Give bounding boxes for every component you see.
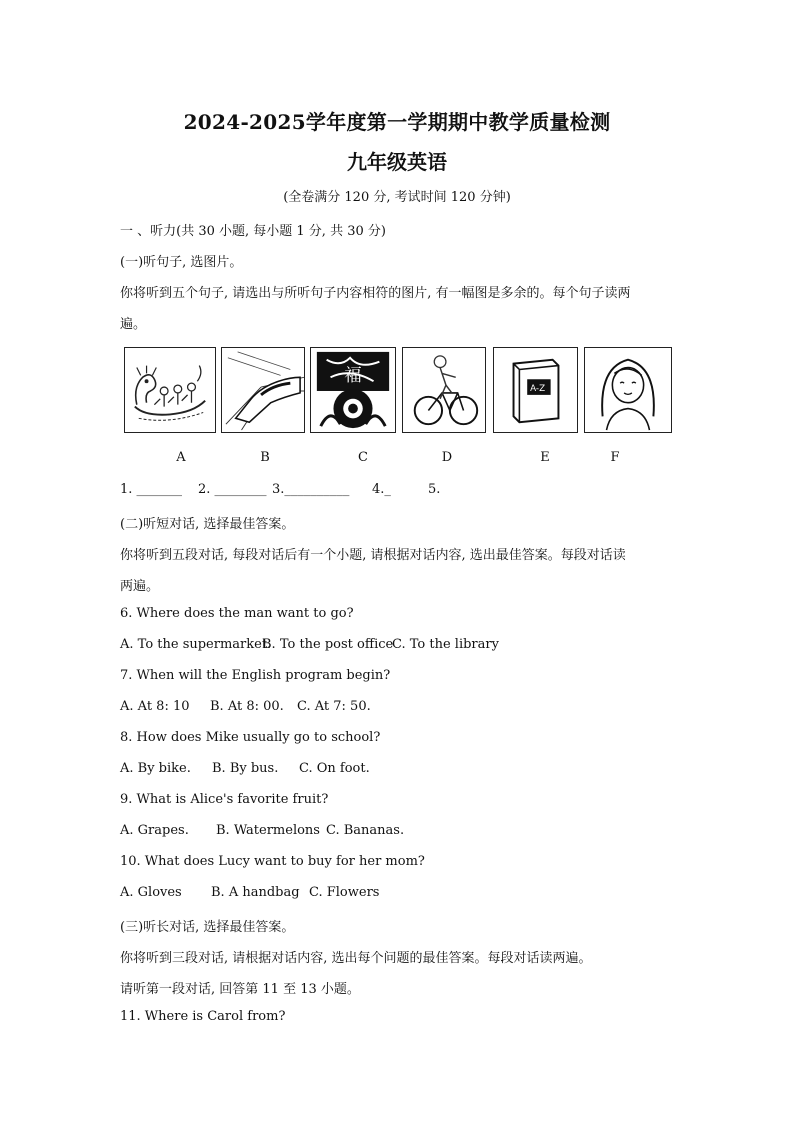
answer-blank-3[interactable]: 3.__________ bbox=[272, 482, 350, 497]
part3-instruction: 你将听到三段对话, 请根据对话内容, 选出每个问题的最佳答案。每段对话读两遍。 bbox=[120, 951, 592, 966]
picture-d bbox=[402, 347, 486, 433]
option-a[interactable]: A. At 8: 10 bbox=[120, 699, 190, 714]
part2-instruction-cont: 两遍。 bbox=[120, 579, 160, 594]
picture-label-d: D bbox=[441, 450, 453, 465]
answer-blank-1[interactable]: 1. _______ bbox=[120, 482, 183, 497]
question-8-options bbox=[120, 761, 370, 776]
question-6-options bbox=[120, 637, 499, 652]
picture-label-e: E bbox=[540, 450, 550, 465]
picture-label-f: F bbox=[610, 450, 620, 465]
option-c[interactable]: C. Bananas. bbox=[326, 823, 405, 838]
picture-label-a: A bbox=[176, 450, 186, 465]
paper-cut-fu-icon bbox=[311, 348, 395, 432]
exam-subtitle: 九年级英语 bbox=[347, 150, 447, 174]
section-heading: 一 、听力(共 30 小题, 每小题 1 分, 共 30 分) bbox=[120, 224, 386, 239]
svg-text:福: 福 bbox=[344, 366, 362, 387]
dictionary-book-icon bbox=[494, 348, 577, 432]
option-b[interactable]: B. At 8: 00. bbox=[210, 699, 284, 714]
high-speed-train-icon bbox=[222, 348, 304, 432]
answer-blank-5[interactable]: 5. bbox=[428, 482, 441, 497]
dragon-boat-icon bbox=[125, 348, 215, 432]
option-a[interactable]: A. By bike. bbox=[120, 761, 191, 776]
question-8: 8. How does Mike usually go to school? bbox=[120, 730, 381, 745]
option-b[interactable]: B. A handbag bbox=[211, 885, 300, 900]
option-b[interactable]: B. Watermelons bbox=[216, 823, 320, 838]
option-a[interactable]: A. Gloves bbox=[120, 885, 182, 900]
part1-instruction-cont: 遍。 bbox=[120, 317, 147, 332]
exam-title: 2024-2025学年度第一学期期中教学质量检测 bbox=[183, 110, 611, 134]
picture-e bbox=[493, 347, 578, 433]
question-6: 6. Where does the man want to go? bbox=[120, 606, 354, 621]
answer-blank-2[interactable]: 2. ________ bbox=[198, 482, 267, 497]
picture-c bbox=[310, 347, 396, 433]
book-text: A-Z bbox=[530, 383, 546, 394]
option-a[interactable]: A. To the supermarket. bbox=[120, 637, 272, 652]
question-10-options bbox=[120, 885, 379, 900]
question-10: 10. What does Lucy want to buy for her mom? bbox=[120, 854, 425, 869]
question-7: 7. When will the English program begin? bbox=[120, 668, 391, 683]
picture-b bbox=[221, 347, 305, 433]
question-9-options bbox=[120, 823, 404, 838]
part2-instruction: 你将听到五段对话, 每段对话后有一个小题, 请根据对话内容, 选出最佳答案。每段对话读 bbox=[120, 548, 626, 563]
cyclist-icon bbox=[403, 348, 485, 432]
part1-instruction: 你将听到五个句子, 请选出与所听句子内容相符的图片, 有一幅图是多余的。每个句子读两 bbox=[120, 286, 631, 301]
picture-f bbox=[584, 347, 672, 433]
option-a[interactable]: A. Grapes. bbox=[120, 823, 189, 838]
exam-note: (全卷满分 120 分, 考试时间 120 分钟) bbox=[283, 190, 511, 205]
option-b[interactable]: B. To the post office bbox=[262, 637, 394, 652]
option-c[interactable]: C. Flowers bbox=[309, 885, 380, 900]
option-b[interactable]: B. By bus. bbox=[212, 761, 279, 776]
option-c[interactable]: C. To the library bbox=[392, 637, 499, 652]
question-9: 9. What is Alice's favorite fruit? bbox=[120, 792, 329, 807]
answer-blanks bbox=[120, 482, 440, 497]
part3-title: (三)听长对话, 选择最佳答案。 bbox=[120, 920, 295, 935]
option-c[interactable]: C. On foot. bbox=[299, 761, 370, 776]
answer-blank-4[interactable]: 4._ bbox=[372, 482, 391, 497]
picture-label-b: B bbox=[260, 450, 270, 465]
part2-title: (二)听短对话, 选择最佳答案。 bbox=[120, 517, 295, 532]
question-7-options bbox=[120, 699, 371, 714]
part1-title: (一)听句子, 选图片。 bbox=[120, 255, 243, 270]
question-11: 11. Where is Carol from? bbox=[120, 1009, 286, 1024]
picture-a bbox=[124, 347, 216, 433]
picture-label-c: C bbox=[358, 450, 368, 465]
girl-portrait-icon bbox=[585, 348, 671, 432]
part3-sub-instruction: 请听第一段对话, 回答第 11 至 13 小题。 bbox=[120, 982, 360, 997]
option-c[interactable]: C. At 7: 50. bbox=[297, 699, 371, 714]
